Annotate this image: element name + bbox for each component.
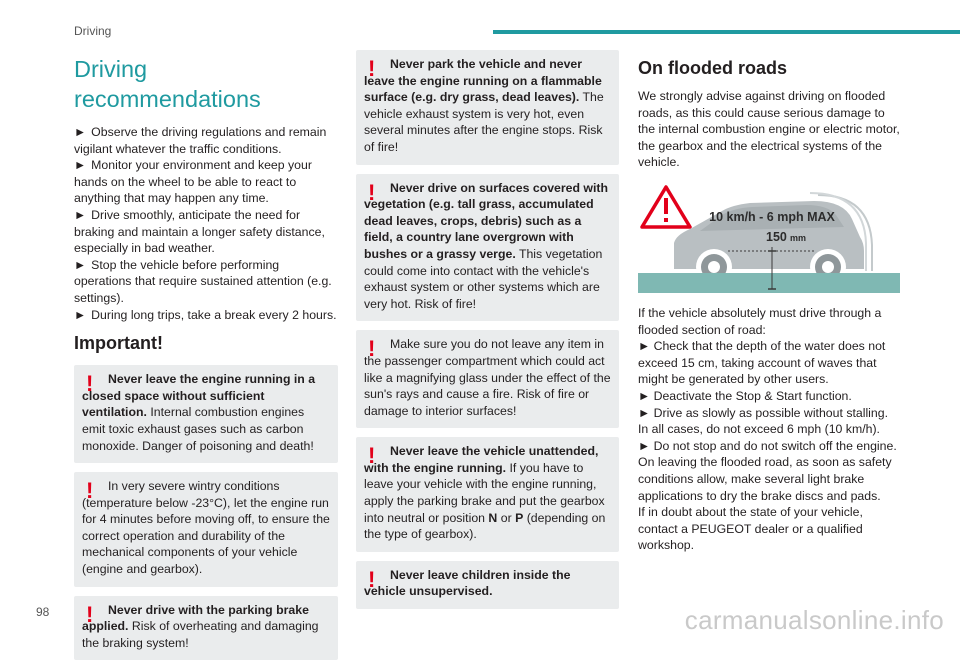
warning-text: [364, 567, 611, 600]
recommendation-item: [74, 307, 338, 324]
recommendation-item: [74, 257, 338, 307]
column-right: [638, 50, 900, 554]
warning-body: Internal combustion engines emit toxic exhaust gases such as carbon monoxide. Danger of poisoning and death!: [82, 405, 314, 453]
warning-exclamation-icon: !: [368, 179, 376, 205]
section-label: Driving: [74, 24, 112, 38]
flooded-instruction: On leaving the flooded road, as soon as safety conditions allow, make several light brake applications to dry the brake discs and pads.: [638, 455, 892, 503]
warning-exclamation-icon: !: [368, 336, 376, 362]
flooded-intro: We strongly advise against driving on flooded roads, as this could cause serious damage to the internal combustion engine or electric motor, the gearbox and the electrical systems of the vehicle.: [638, 89, 900, 170]
flooded-instruction: ► Drive as slowly as possible without stalling. In all cases, do not exceed 6 mph (10 km/h).: [638, 405, 889, 437]
warning-emphasis: Never drive with the parking brake applied.: [82, 602, 309, 634]
recommendation-text: During long trips, take a break every 2 hours.: [91, 307, 337, 322]
arrow-bullet-icon: ►: [74, 257, 87, 272]
warning-box: [74, 365, 338, 463]
column-middle: [356, 50, 619, 618]
flooded-instruction: If in doubt about the state of your vehicle, contact a PEUGEOT dealer or a qualified workshop.: [638, 505, 863, 553]
speed-limit-label: 10 km/h - 6 mph MAX: [709, 209, 835, 224]
page-number: 98: [36, 605, 50, 619]
warning-box: [356, 174, 619, 322]
warning-triangle-icon: [642, 187, 690, 227]
warning-box: [356, 437, 619, 552]
important-heading: Important!: [74, 333, 163, 354]
warning-box: [356, 330, 619, 428]
flooded-instruction: ► Check that the depth of the water does not exceed 15 cm, taking account of waves that might be generated by other users.: [638, 339, 886, 387]
flooded-instruction: ► Deactivate the Stop & Start function.: [638, 388, 852, 403]
header-accent-bar: [493, 30, 960, 34]
flooded-instruction: If the vehicle absolutely must drive through a flooded section of road:: [638, 305, 882, 337]
column-left: [74, 50, 338, 669]
warning-body: Make sure you do not leave any item in the passenger compartment which could act like a magnifying glass under the effect of the sun's rays and cause a fire. Risk of fire or damage to interior surfaces!: [364, 337, 611, 418]
flooded-road-illustration: [638, 185, 900, 293]
warning-emphasis: Never leave children inside the vehicle unsupervised.: [364, 567, 571, 599]
page-title: Driving recommendations: [74, 56, 261, 112]
warning-body: This vegetation could come into contact with the vehicle's exhaust system or other systems which are very hot. Risk of fire!: [364, 246, 603, 311]
warning-text: [82, 602, 330, 652]
warning-text: [82, 478, 330, 578]
arrow-bullet-icon: ►: [74, 307, 87, 322]
depth-unit-label: mm: [790, 232, 807, 243]
warning-list-middle: [356, 50, 619, 609]
warning-text: [364, 56, 611, 156]
warning-emphasis: Never park the vehicle and never leave the engine running on a flammable surface (e.g. dry grass, dead leaves).: [364, 57, 602, 105]
warning-body: Risk of overheating and damaging the braking system!: [82, 619, 319, 650]
warning-body: or: [497, 510, 516, 525]
warning-emphasis: Never drive on surfaces covered with vegetation (e.g. tall grass, accumulated dead leaves, crops, debris) such as a field, a country lane overgrown with bushes or a grassy verge.: [364, 180, 609, 261]
warning-exclamation-icon: !: [368, 566, 376, 592]
arrow-bullet-icon: ►: [74, 125, 87, 139]
warning-body: The vehicle exhaust system is very hot, even several minutes after the engine stops. Risk of fire!: [364, 90, 604, 154]
depth-value-label: 150: [766, 229, 787, 244]
flooded-instruction: ► Do not stop and do not switch off the engine.: [638, 438, 897, 453]
arrow-bullet-icon: ►: [74, 158, 87, 173]
warning-box: [356, 50, 619, 165]
arrow-bullet-icon: ►: [74, 207, 87, 222]
recommendation-item: [74, 207, 338, 257]
warning-exclamation-icon: !: [86, 601, 94, 627]
warning-exclamation-icon: !: [86, 371, 94, 397]
warning-exclamation-icon: !: [86, 478, 94, 504]
warning-box: [356, 561, 619, 609]
warning-exclamation-icon: !: [368, 56, 376, 81]
water-surface: [638, 273, 900, 293]
warning-body: If you have to leave your vehicle with the engine running, apply the parking brake and put the gearbox into neutral or position: [364, 460, 605, 525]
warning-box: [74, 472, 338, 587]
flooded-roads-heading: On flooded roads: [638, 58, 788, 78]
recommendations-list: [74, 124, 338, 323]
warning-list-left: [74, 365, 338, 660]
flooded-instructions: [638, 305, 900, 554]
gear-position: P: [515, 510, 524, 525]
recommendation-text: Stop the vehicle before performing operations that require sustained attention (e.g. settings).: [74, 257, 332, 305]
recommendation-text: Drive smoothly, anticipate the need for braking and maintain a longer safety distance, especially in bad weather.: [74, 207, 325, 256]
recommendation-item: [74, 124, 338, 157]
recommendation-item: [74, 157, 338, 207]
warning-emphasis: Never leave the engine running in a closed space without sufficient ventilation.: [82, 372, 316, 420]
watermark: carmanualsonline.info: [684, 605, 944, 635]
warning-text: [82, 371, 330, 454]
gear-position: N: [488, 510, 498, 525]
warning-text: [364, 443, 611, 543]
warning-exclamation-icon: !: [368, 443, 376, 469]
warning-body: (depending on the type of gearbox).: [364, 510, 606, 542]
warning-emphasis: Never leave the vehicle unattended, with the engine running.: [364, 444, 599, 475]
warning-body: In very severe wintry conditions (temperature below -23°C), let the engine run for 4 minutes before moving off, to ensure the correct operation and durability of the mechanical components of your vehicle (engine and gearbox).: [82, 479, 330, 577]
recommendation-text: Monitor your environment and keep your hands on the wheel to be able to react to anything that may happen any time.: [74, 158, 312, 206]
warning-text: [364, 180, 611, 313]
warning-box: [74, 596, 338, 661]
warning-text: [364, 336, 611, 419]
recommendation-text: Observe the driving regulations and remain vigilant whatever the traffic conditions.: [74, 125, 327, 156]
